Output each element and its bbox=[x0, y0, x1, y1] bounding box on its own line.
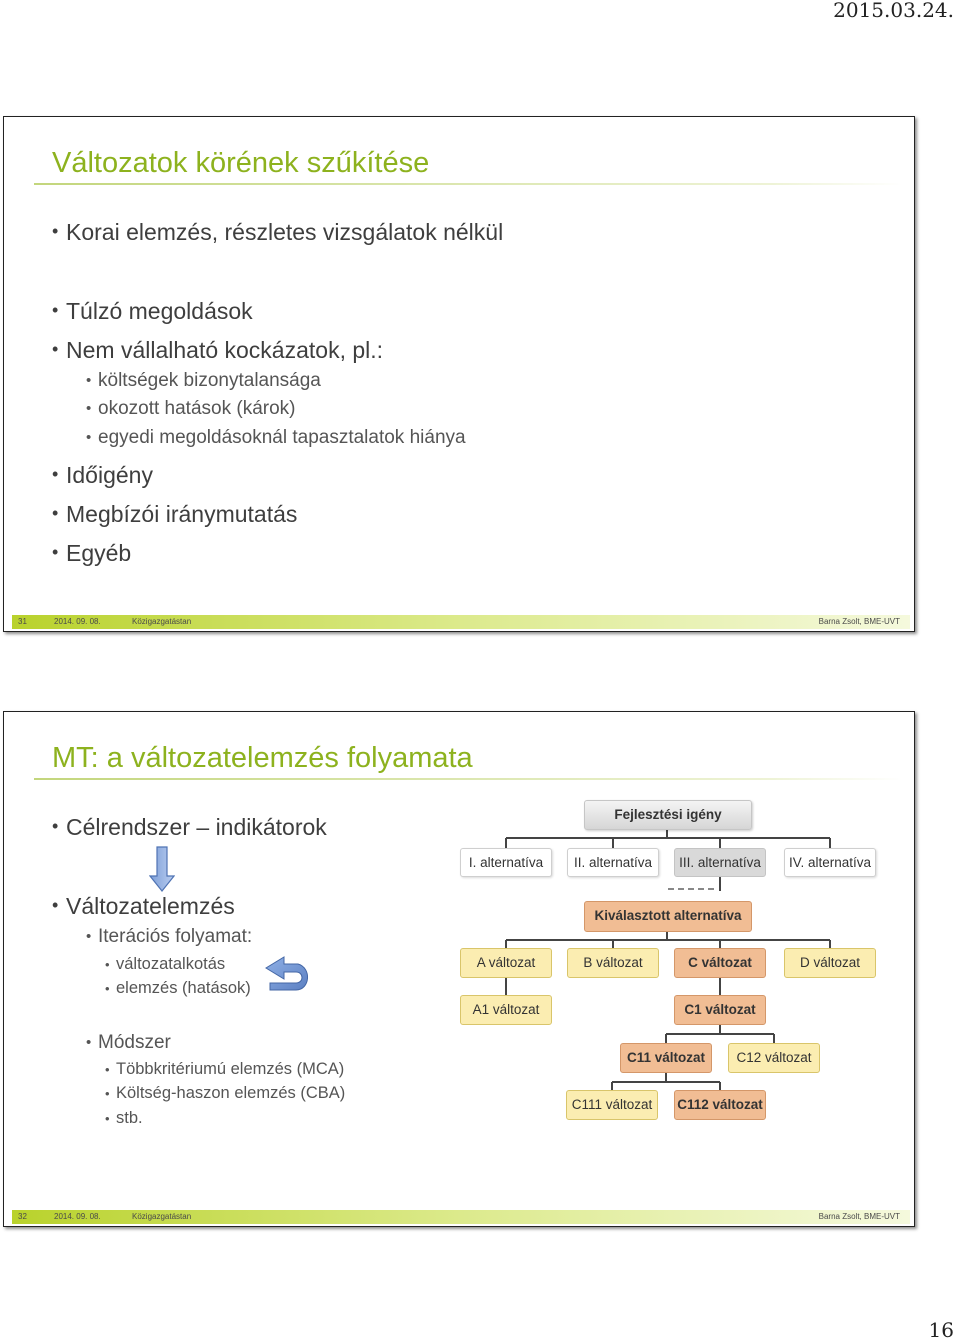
slide-number: 31 bbox=[18, 617, 27, 626]
footer-author: Barna Zsolt, BME-UVT bbox=[818, 617, 900, 626]
title-divider bbox=[34, 183, 902, 185]
bullet-item: • Korai elemzés, részletes vizsgálatok nélkül bbox=[66, 219, 503, 246]
root-node: Fejlesztési igény bbox=[584, 800, 752, 830]
bullet-item: • Nem vállalható kockázatok, pl.: bbox=[66, 337, 383, 364]
footer-course: Közigazgatástan bbox=[132, 617, 192, 626]
slide-32 bbox=[3, 711, 915, 1227]
slide-31 bbox=[3, 116, 915, 632]
variant-node: C111 változat bbox=[566, 1090, 658, 1120]
bullet-item: • Túlzó megoldások bbox=[66, 298, 253, 325]
sub-bullet-item: • egyedi megoldásoknál tapasztalatok hiánya bbox=[98, 427, 466, 449]
footer-date: 2014. 09. 08. bbox=[54, 1212, 101, 1221]
footer-author: Barna Zsolt, BME-UVT bbox=[818, 1212, 900, 1221]
selected-alternative-node: Kiválasztott alternatíva bbox=[584, 901, 752, 932]
sub-bullet-item: • Iterációs folyamat: bbox=[98, 926, 252, 948]
sub-sub-bullet-item: • Többkritériumú elemzés (MCA) bbox=[116, 1060, 344, 1079]
sub-bullet-item: • költségek bizonytalansága bbox=[98, 370, 321, 392]
bullet-item: • Megbízói iránymutatás bbox=[66, 501, 297, 528]
page-date: 2015.03.24. bbox=[833, 0, 954, 22]
bullet-item: • Célrendszer – indikátorok bbox=[66, 814, 327, 841]
sub-sub-bullet-item: • stb. bbox=[116, 1109, 143, 1128]
bullet-item: • Egyéb bbox=[66, 540, 131, 567]
alternative-node: I. alternatíva bbox=[460, 848, 552, 877]
variant-node: B változat bbox=[567, 948, 659, 978]
variant-node: C11 változat bbox=[620, 1043, 712, 1073]
sub-bullet-item: • okozott hatások (károk) bbox=[98, 398, 295, 420]
slide-footer bbox=[12, 1210, 910, 1224]
diagram-connectors bbox=[4, 712, 914, 1226]
variant-node: A1 változat bbox=[460, 995, 552, 1025]
footer-date: 2014. 09. 08. bbox=[54, 617, 101, 626]
slide-title: MT: a változatelemzés folyamata bbox=[52, 742, 473, 774]
variant-node: C1 változat bbox=[674, 995, 766, 1025]
alternative-node: IV. alternatíva bbox=[784, 848, 876, 877]
variant-node: C12 változat bbox=[728, 1043, 820, 1073]
footer-course: Közigazgatástan bbox=[132, 1212, 192, 1221]
variant-node: C változat bbox=[674, 948, 766, 978]
variant-node: A változat bbox=[460, 948, 552, 978]
alternative-node: II. alternatíva bbox=[567, 848, 659, 877]
sub-sub-bullet-item: • Költség-haszon elemzés (CBA) bbox=[116, 1084, 345, 1103]
alternative-node: III. alternatíva bbox=[674, 848, 766, 877]
slide-number: 32 bbox=[18, 1212, 27, 1221]
bullet-item: • Változatelemzés bbox=[66, 893, 235, 920]
slide-title: Változatok körének szűkítése bbox=[52, 147, 430, 179]
slide-footer bbox=[12, 615, 910, 629]
sub-sub-bullet-item: • változatalkotás bbox=[116, 955, 225, 974]
variant-node: C112 változat bbox=[674, 1090, 766, 1120]
bullet-item: • Időigény bbox=[66, 462, 153, 489]
variant-node: D változat bbox=[784, 948, 876, 978]
sub-bullet-item: • Módszer bbox=[98, 1032, 171, 1054]
page-number: 16 bbox=[928, 1318, 954, 1342]
sub-sub-bullet-item: • elemzés (hatások) bbox=[116, 979, 251, 998]
